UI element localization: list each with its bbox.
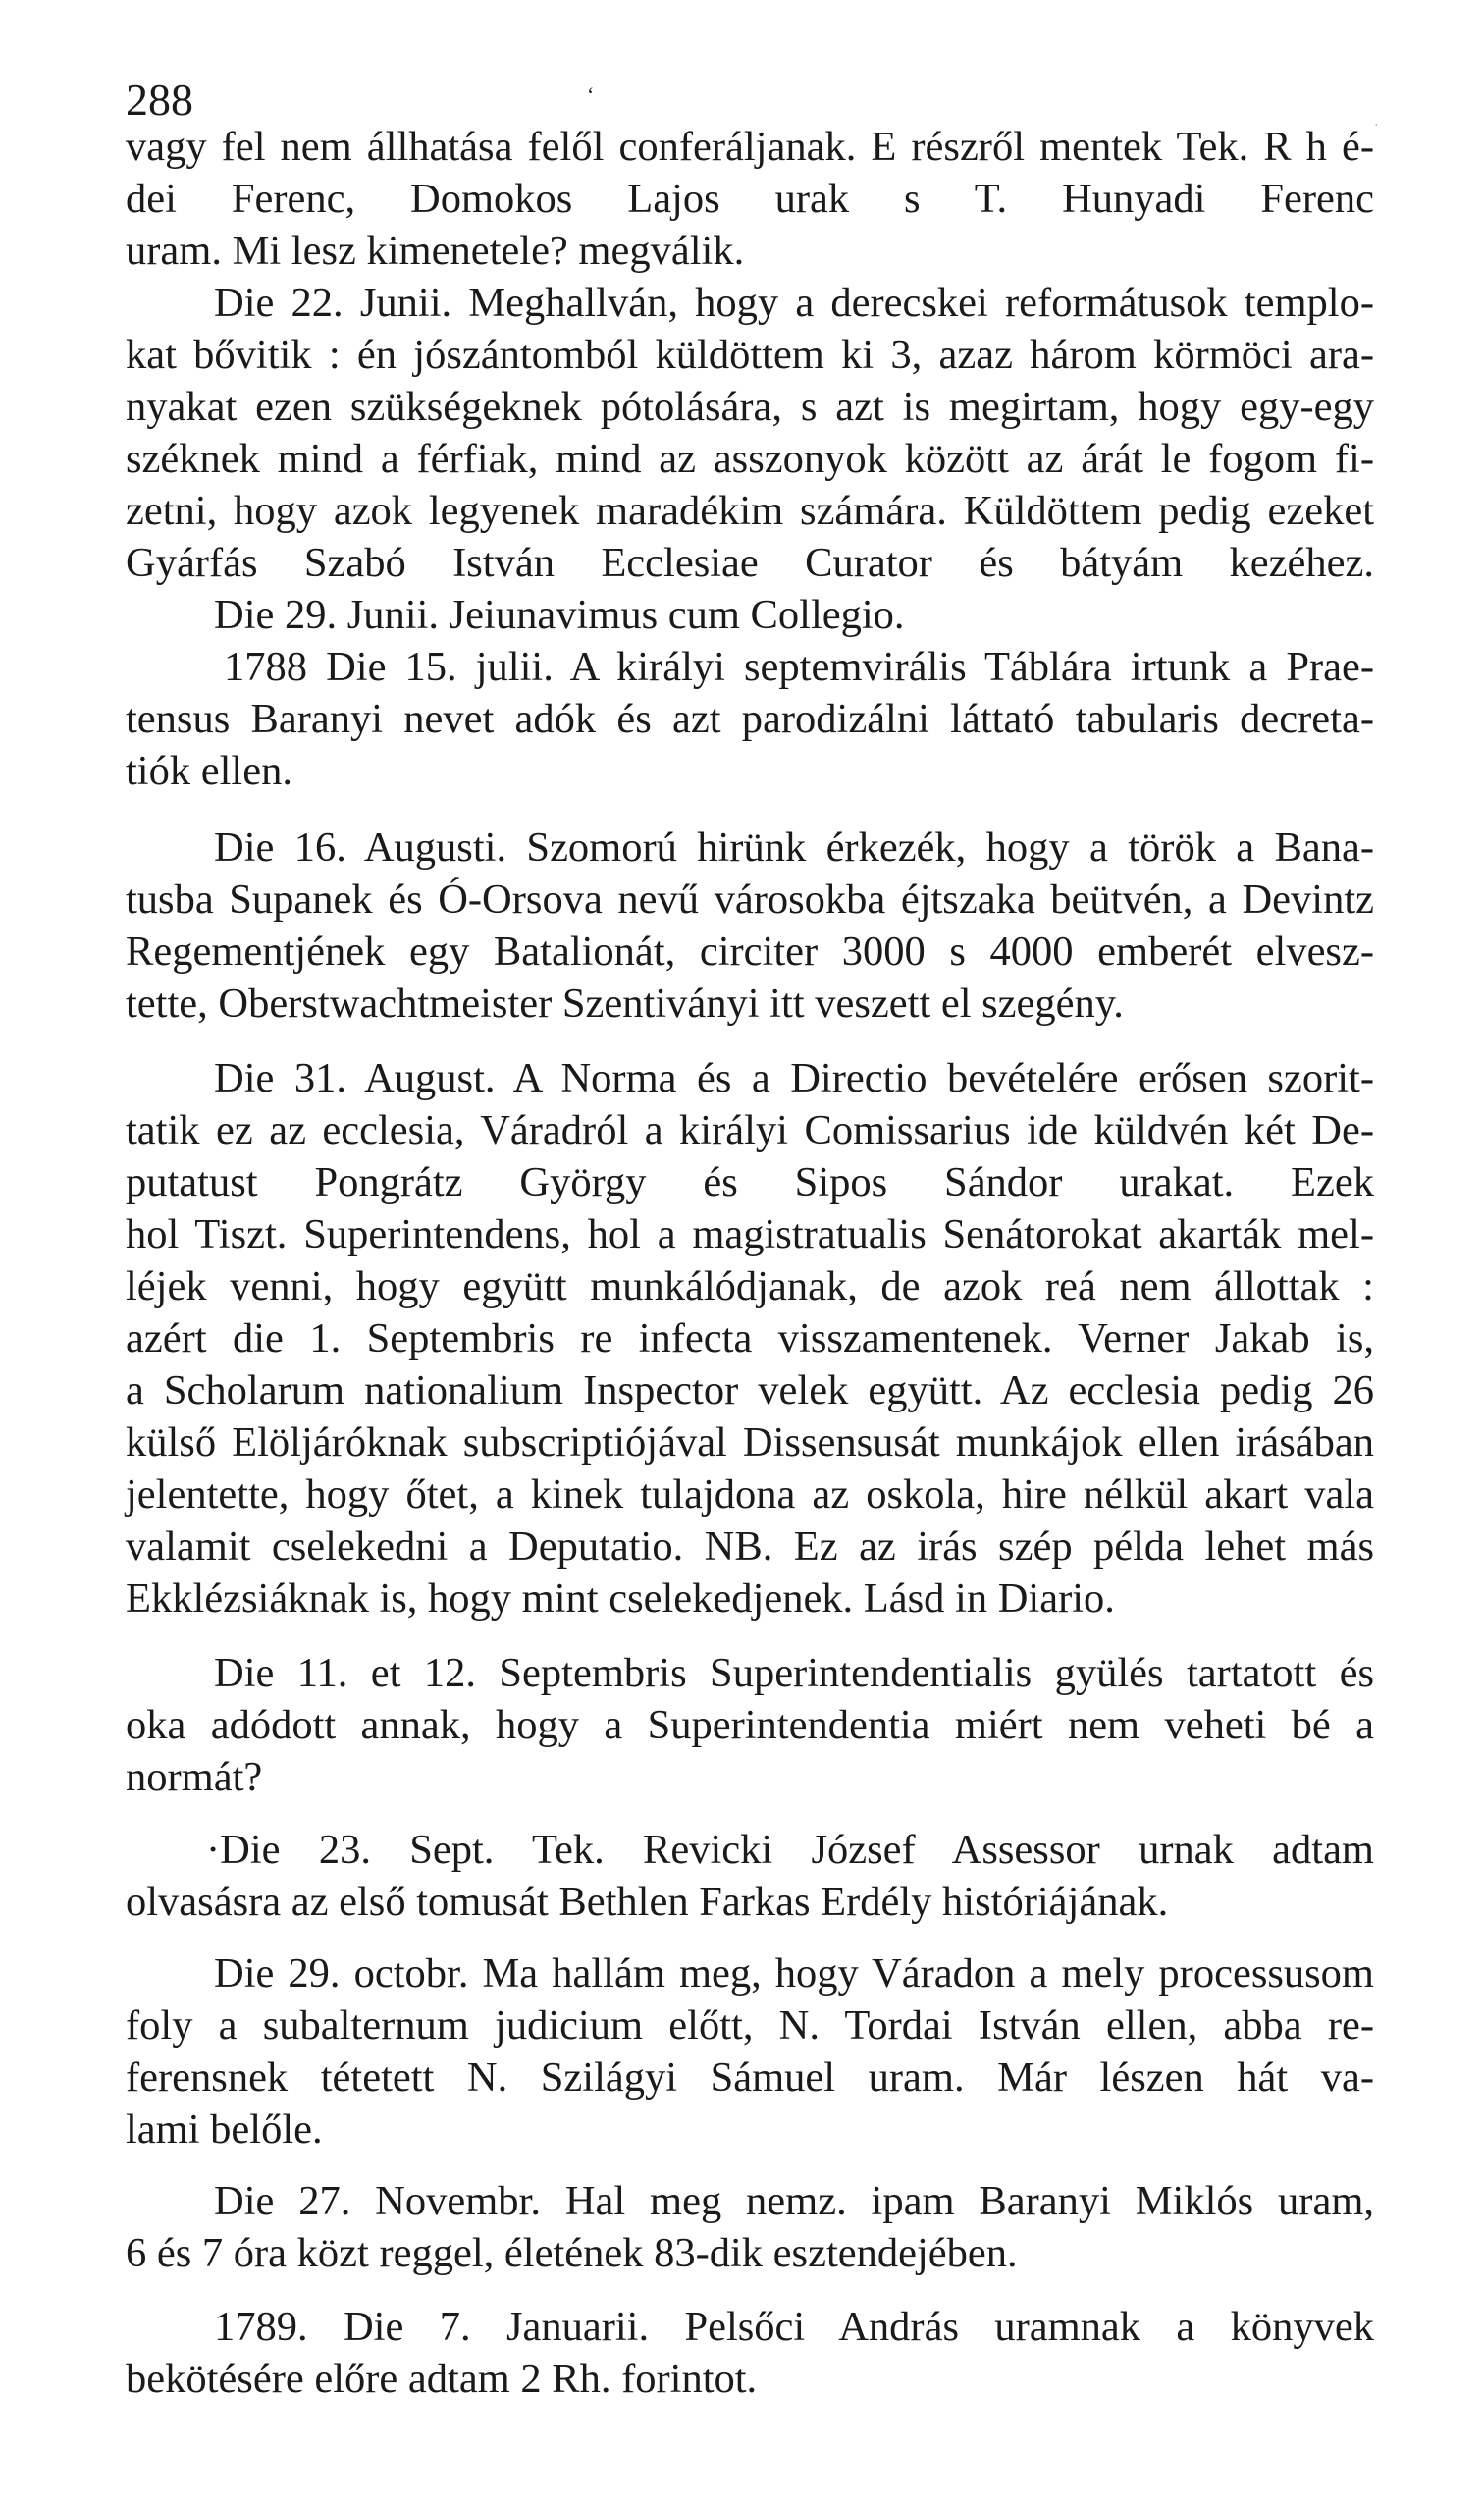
text-line: 1789. Die 7. Januarii. Pelsőci András uramnak a könyvek (214, 2304, 1374, 2350)
text-line: Gyárfás Szabó István Ecclesiae Curator és bátyám kezéhez. (126, 540, 1374, 586)
text-line: Die 29. octobr. Ma hallám meg, hogy Váradon a mely processusom (214, 1950, 1374, 1997)
text-line: tiók ellen. (126, 748, 292, 794)
text-line: Die 11. et 12. Septembris Superintendentialis gyülés tartatott és (214, 1650, 1374, 1696)
text-line: nyakat ezen szükségeknek pótolására, s azt is megirtam, hogy egy-egy (126, 384, 1374, 430)
text-line: Die 22. Junii. Meghallván, hogy a derecskei reformátusok templo- (214, 280, 1374, 326)
print-mark: ʻ (587, 82, 595, 107)
text-line: külső Elöljáróknak subscriptiójával Dissensusát munkájok ellen irásában (126, 1419, 1374, 1465)
text-line: lami belőle. (126, 2106, 323, 2153)
print-dot: · (1374, 119, 1379, 133)
text-line: tusba Supanek és Ó-Orsova nevű városokba éjtszaka beütvén, a Devintz (126, 877, 1374, 923)
text-line: olvasásra az első tomusát Bethlen Farkas Erdély históriájának. (126, 1879, 1169, 1925)
text-line: valamit cselekedni a Deputatio. NB. Ez az irás szép példa lehet más (126, 1523, 1374, 1570)
text-line: 1788 Die 15. julii. A királyi septemvirális Táblára irtunk a Prae- (224, 644, 1374, 690)
text-line: léjek venni, hogy együtt munkálódjanak, de azok reá nem állottak : (126, 1263, 1374, 1309)
text-line: tette, Oberstwachtmeister Szentiványi itt veszett el szegény. (126, 981, 1124, 1027)
text-line: 6 és 7 óra közt reggel, életének 83-dik esztendejében. (126, 2230, 1018, 2276)
text-line: kat bővitik : én jószántomból küldöttem ki 3, azaz három körmöci ara- (126, 332, 1374, 378)
text-line: oka adódott annak, hogy a Superintendentia miért nem veheti bé a (126, 1702, 1374, 1748)
text-line: széknek mind a férfiak, mind az asszonyok között az árát le fogom fi- (126, 436, 1374, 482)
text-line: Die 16. Augusti. Szomorú hirünk érkezék, hogy a török a Bana- (214, 825, 1374, 871)
text-line: zetni, hogy azok legyenek maradékim számára. Küldöttem pedig ezeket (126, 488, 1374, 534)
text-line: vagy fel nem állhatása felől conferáljanak. E részről mentek Tek. R h é- (126, 124, 1374, 170)
text-line: uram. Mi lesz kimenetele? megválik. (126, 228, 745, 274)
text-line: tatik ez az ecclesia, Váradról a királyi Comissarius ide küldvén két De- (126, 1107, 1374, 1153)
text-line: foly a subalternum judicium előtt, N. Tordai István ellen, abba re- (126, 2002, 1374, 2049)
text-line: normát? (126, 1754, 263, 1800)
text-line: Die 29. Junii. Jeiunavimus cum Collegio. (214, 592, 905, 638)
text-line: ·Die 23. Sept. Tek. Revicki József Assessor urnak adtam (206, 1827, 1374, 1873)
text-line: tensus Baranyi nevet adók és azt parodizálni láttató tabularis decreta- (126, 696, 1374, 742)
text-line: bekötésére előre adtam 2 Rh. forintot. (126, 2356, 758, 2402)
text-line: putatust Pongrátz György és Sipos Sándor urakat. Ezek (126, 1159, 1374, 1205)
text-line: jelentette, hogy őtet, a kinek tulajdona az oskola, hire nélkül akart vala (126, 1471, 1374, 1518)
text-line: hol Tiszt. Superintendens, hol a magistratualis Senátorokat akarták mel- (126, 1211, 1374, 1257)
text-line: ferensnek tétetett N. Szilágyi Sámuel uram. Már lészen hát va- (126, 2054, 1374, 2101)
text-line: azért die 1. Septembris re infecta visszamentenek. Verner Jakab is, (126, 1315, 1374, 1361)
text-line: Regementjének egy Batalionát, circiter 3000 s 4000 emberét elvesz- (126, 929, 1374, 975)
page-number: 288 (126, 75, 193, 125)
text-line: a Scholarum nationalium Inspector velek együtt. Az ecclesia pedig 26 (126, 1367, 1374, 1413)
text-line: Ekklézsiáknak is, hogy mint cselekedjenek. Lásd in Diario. (126, 1575, 1115, 1622)
text-line: Die 31. August. A Norma és a Directio bevételére erősen szorit- (214, 1055, 1374, 1101)
text-line: Die 27. Novembr. Hal meg nemz. ipam Baranyi Miklós uram, (214, 2178, 1374, 2224)
text-line: dei Ferenc, Domokos Lajos urak s T. Hunyadi Ferenc (126, 176, 1374, 222)
